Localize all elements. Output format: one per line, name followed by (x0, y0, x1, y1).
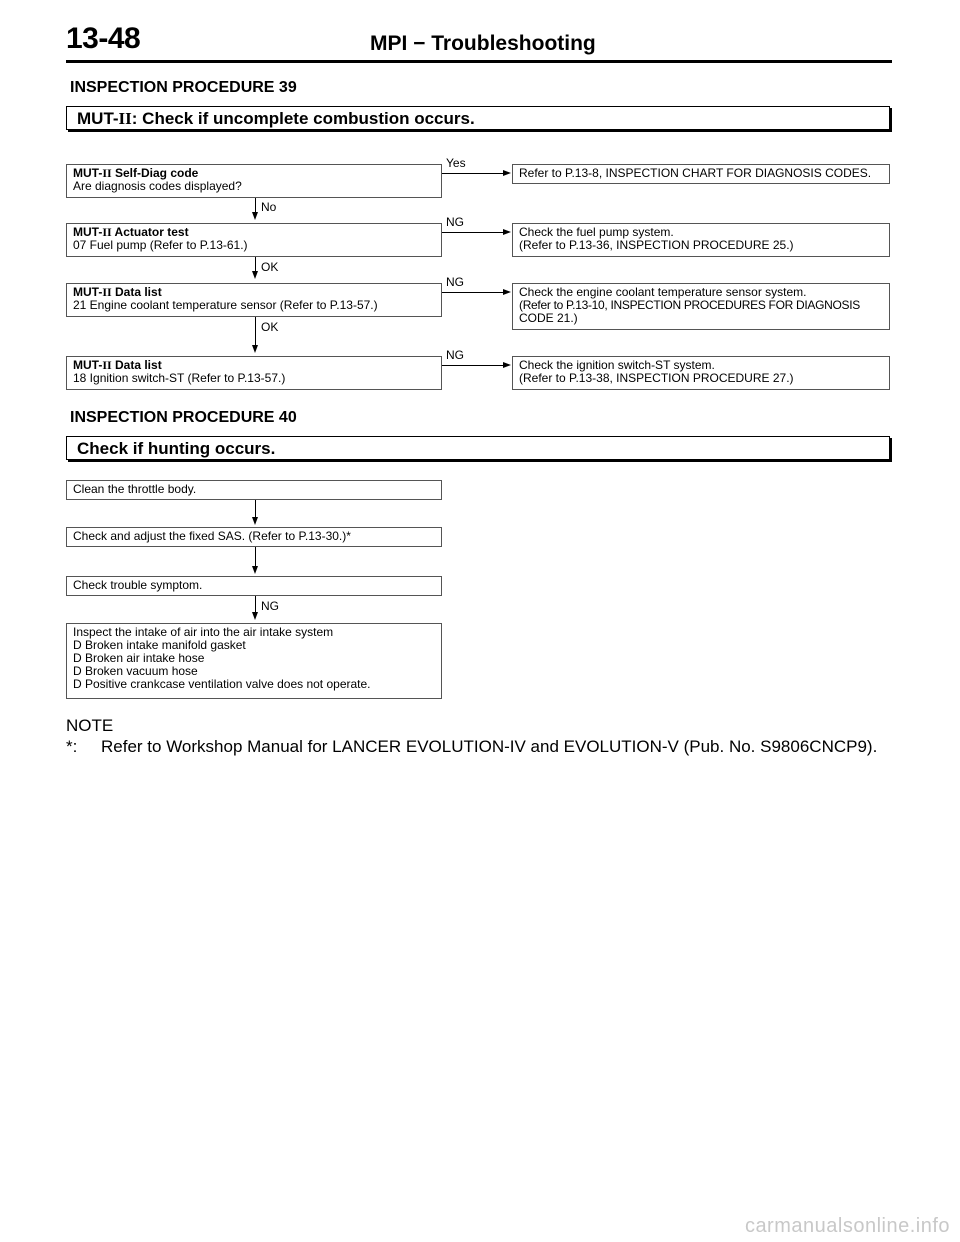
procedure-39-symptom-box (66, 106, 890, 130)
flow-line (255, 547, 256, 566)
step-inspect-air-intake (66, 623, 442, 699)
branch-line (442, 232, 504, 233)
header-rule (66, 60, 892, 63)
result-line: Check the ignition switch-ST system. (519, 358, 715, 372)
flow-label: NG (261, 599, 279, 613)
arrow-right-icon (503, 229, 511, 235)
flow-line (255, 596, 256, 612)
bullet-icon: D (73, 651, 82, 665)
result-line: CODE 21.) (519, 311, 578, 325)
page-title: MPI − Troubleshooting (370, 32, 596, 55)
step-title: Self-Diag code (111, 166, 199, 180)
step-title: Data list (111, 358, 162, 372)
branch-line (442, 173, 504, 174)
procedure-40-symptom-box: Check if hunting occurs. (66, 436, 890, 460)
step-prefix: MUT- (73, 358, 103, 372)
list-item-text: Broken intake manifold gasket (85, 638, 246, 652)
step-detail: Are diagnosis codes displayed? (73, 179, 242, 193)
bullet-icon: D (73, 664, 82, 678)
step-self-diag (66, 164, 442, 198)
step-detail: 18 Ignition switch-ST (Refer to P.13-57.) (73, 371, 286, 385)
branch-label: NG (446, 275, 464, 289)
flow-line (255, 317, 256, 345)
result-coolant-sensor (512, 283, 890, 330)
branch-line (442, 292, 504, 293)
step-detail: Check trouble symptom. (73, 578, 203, 592)
arrow-right-icon (503, 289, 511, 295)
note-title: NOTE (66, 716, 114, 735)
step-adjust-sas (66, 527, 442, 547)
result-fuel-pump (512, 223, 890, 257)
flow-line (255, 257, 256, 271)
result-line: Check the engine coolant temperature sensor system. (519, 285, 807, 299)
flow-label: OK (261, 320, 279, 334)
result-ignition-switch (512, 356, 890, 390)
list-item-text: Broken air intake hose (85, 651, 205, 665)
step-detail: Check and adjust the fixed SAS. (Refer to P.13-30.)* (73, 529, 351, 543)
arrow-right-icon (503, 170, 511, 176)
mut-roman: II (118, 109, 132, 128)
step-data-list-21 (66, 283, 442, 317)
list-item-text: Positive crankcase ventilation valve does not operate. (85, 677, 371, 691)
branch-label: NG (446, 348, 464, 362)
arrow-down-icon (252, 612, 258, 620)
step-data-list-18 (66, 356, 442, 390)
result-line: Refer to P.13-8, INSPECTION CHART FOR DIAGNOSIS CODES. (519, 166, 872, 180)
arrow-down-icon (252, 566, 258, 574)
step-prefix: MUT- (73, 225, 103, 239)
step-prefix: MUT- (73, 285, 103, 299)
symptom-text: : Check if uncomplete combustion occurs. (131, 109, 475, 128)
arrow-right-icon (503, 362, 511, 368)
step-detail: 07 Fuel pump (Refer to P.13-61.) (73, 238, 248, 252)
note-text: Refer to Workshop Manual for LANCER EVOLUTION-IV and EVOLUTION-V (Pub. No. S9806CNCP9). (101, 737, 878, 756)
bullet-icon: D (73, 638, 82, 652)
watermark: carmanualsonline.info (744, 1215, 950, 1237)
page-number: 13-48 (66, 22, 141, 55)
arrow-down-icon (252, 212, 258, 220)
step-prefix: MUT- (73, 166, 103, 180)
step-detail: Clean the throttle body. (73, 482, 197, 496)
list-item-text: Broken vacuum hose (85, 664, 198, 678)
bullet-icon: D (73, 677, 82, 691)
step-actuator-test (66, 223, 442, 257)
procedure-40-heading: INSPECTION PROCEDURE 40 (70, 409, 297, 426)
result-diagnosis-chart (512, 164, 890, 184)
branch-line (442, 365, 504, 366)
step-title: Data list (111, 285, 162, 299)
flow-line (255, 500, 256, 517)
flow-line (255, 198, 256, 212)
branch-label: NG (446, 215, 464, 229)
branch-label: Yes (446, 156, 466, 170)
arrow-down-icon (252, 271, 258, 279)
note-marker: *: (66, 737, 78, 756)
step-roman: II (102, 358, 112, 372)
arrow-down-icon (252, 345, 258, 353)
arrow-down-icon (252, 517, 258, 525)
step-roman: II (102, 225, 112, 239)
result-line: (Refer to P.13-10, INSPECTION PROCEDURES FOR DIAGNOSIS (519, 298, 860, 312)
step-roman: II (102, 285, 112, 299)
step-check-symptom (66, 576, 442, 596)
mut-prefix: MUT- (77, 109, 119, 128)
step-roman: II (102, 166, 112, 180)
result-line: (Refer to P.13-36, INSPECTION PROCEDURE 25.) (519, 238, 794, 252)
result-line: Check the fuel pump system. (519, 225, 674, 239)
result-line: (Refer to P.13-38, INSPECTION PROCEDURE 27.) (519, 371, 794, 385)
step-clean-throttle (66, 480, 442, 500)
step-title: Inspect the intake of air into the air intake system (73, 625, 334, 639)
flow-label: No (261, 200, 277, 214)
step-detail: 21 Engine coolant temperature sensor (Refer to P.13-57.) (73, 298, 378, 312)
flow-label: OK (261, 260, 279, 274)
list-item (73, 678, 435, 691)
step-title: Actuator test (111, 225, 189, 239)
procedure-39-heading: INSPECTION PROCEDURE 39 (70, 79, 297, 96)
